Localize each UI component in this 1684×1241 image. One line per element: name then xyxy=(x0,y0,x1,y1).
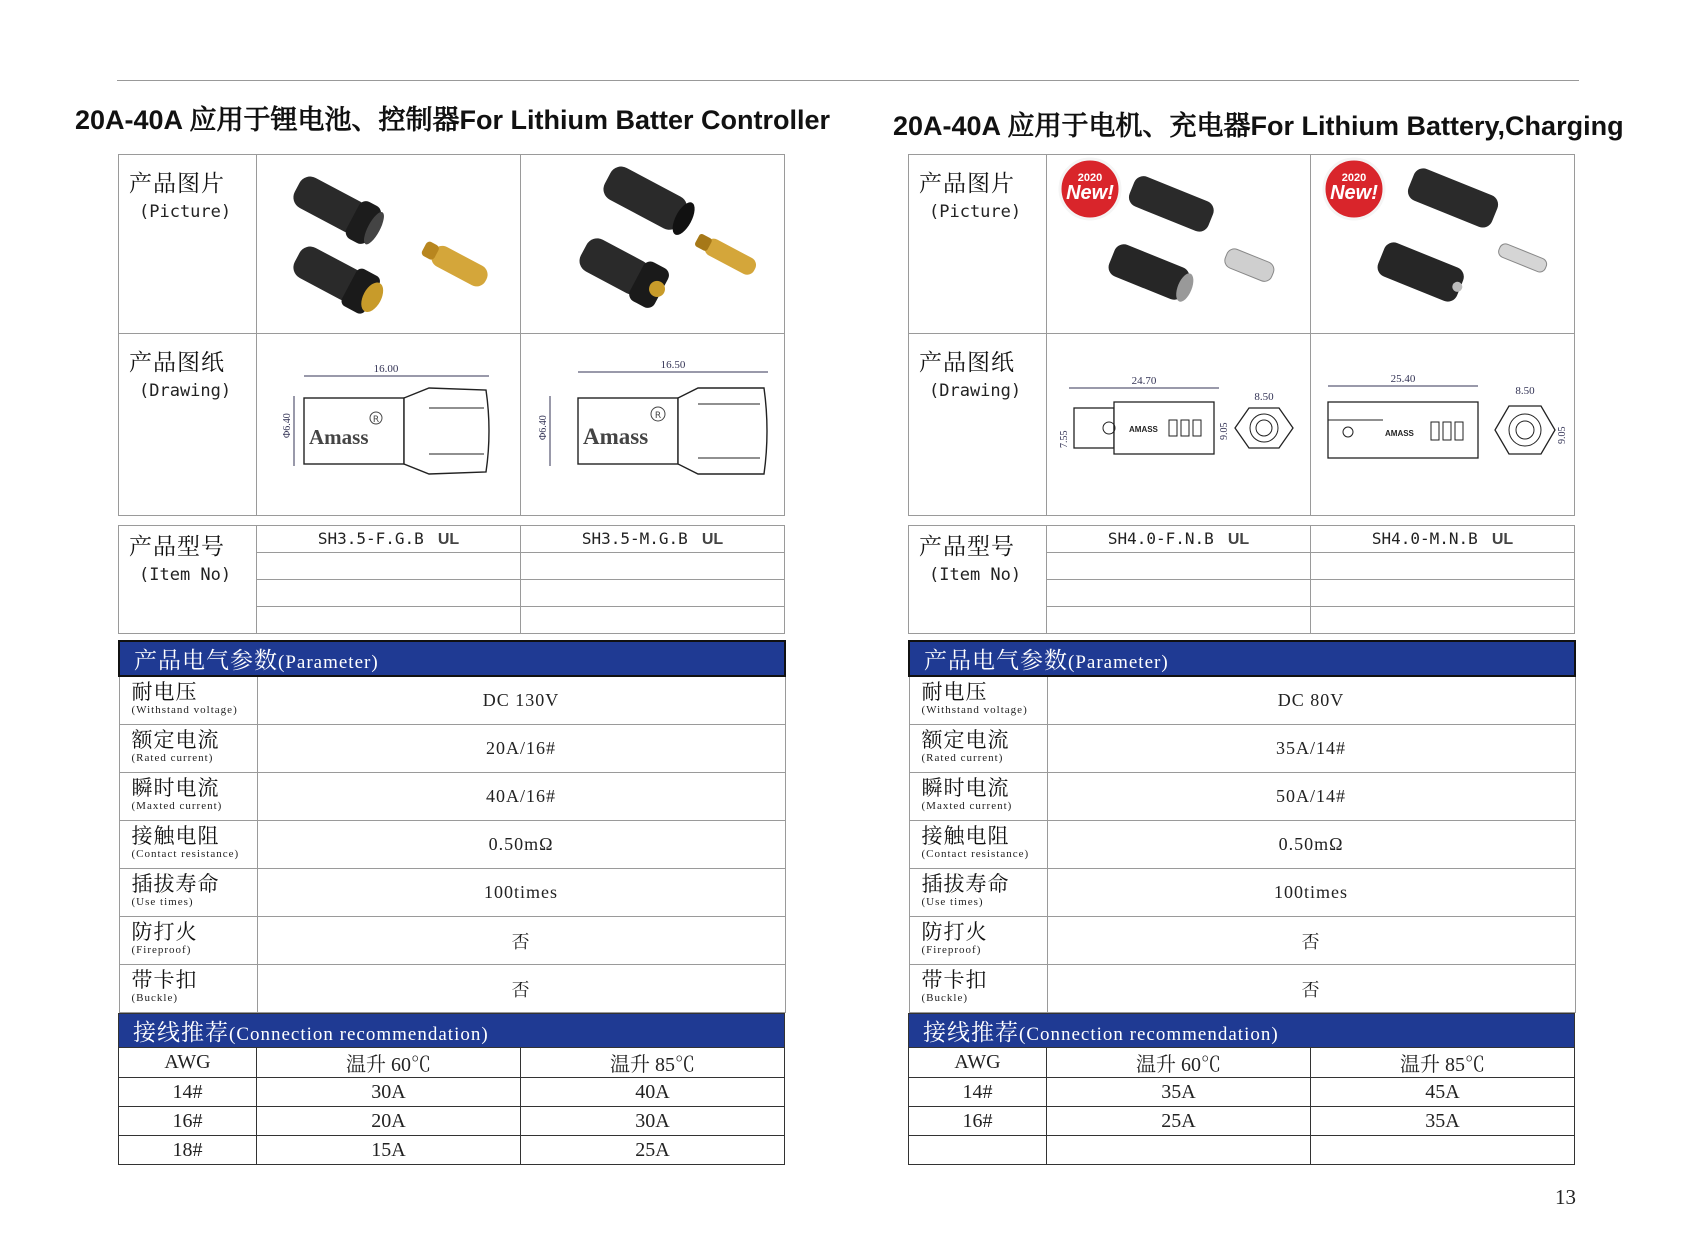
svg-text:24.70: 24.70 xyxy=(1131,374,1156,387)
param-label: 插拔寿命 (Use times) xyxy=(909,869,1047,917)
table-row: 18# 15A 25A xyxy=(119,1136,785,1165)
svg-text:25.40: 25.40 xyxy=(1390,372,1415,385)
param-value: 35A/14# xyxy=(1047,725,1575,773)
item-number: SH4.0-F.N.B UL xyxy=(1047,526,1311,553)
item-number: SH4.0-M.N.B UL xyxy=(1311,526,1575,553)
conn-col-header: AWG xyxy=(119,1048,257,1078)
drawing-female xyxy=(257,334,521,516)
ul-mark-icon: UL xyxy=(1227,531,1250,548)
param-label: 耐电压 (Withstand voltage) xyxy=(909,676,1047,725)
left-parameter-table xyxy=(118,640,786,1013)
svg-text:Amass: Amass xyxy=(582,423,648,449)
param-value: DC 130V xyxy=(257,676,785,725)
param-label: 接触电阻 (Contact resistance) xyxy=(119,821,257,869)
svg-text:7.55: 7.55 xyxy=(1058,430,1070,448)
svg-text:Φ6.40: Φ6.40 xyxy=(281,412,293,438)
connector-photo xyxy=(269,157,509,327)
right-spec-sheet xyxy=(908,154,1574,1165)
left-spec-sheet xyxy=(118,154,784,1165)
svg-text:AMASS: AMASS xyxy=(1128,424,1158,434)
table-row: 16# 25A 35A xyxy=(909,1107,1575,1136)
param-value: 0.50mΩ xyxy=(257,821,785,869)
right-parameter-table xyxy=(908,640,1576,1013)
top-rule xyxy=(117,80,1579,81)
new-badge-icon xyxy=(1060,159,1120,219)
right-product-table xyxy=(908,154,1575,634)
connection-header: 接线推荐(Connection recommendation) xyxy=(909,1014,1575,1048)
param-label: 额定电流 (Rated current) xyxy=(909,725,1047,773)
conn-col-header: 温升 60℃ xyxy=(257,1048,521,1078)
conn-col-header: AWG xyxy=(909,1048,1047,1078)
item-number: SH3.5-F.G.B UL xyxy=(257,526,521,553)
product-photo-female xyxy=(1047,155,1311,334)
param-label: 耐电压 (Withstand voltage) xyxy=(119,676,257,725)
right-title: 20A-40A 应用于电机、充电器For Lithium Battery,Charging xyxy=(893,111,1624,141)
param-value: 40A/16# xyxy=(257,773,785,821)
technical-drawing xyxy=(528,348,778,498)
param-value: 否 xyxy=(257,917,785,965)
param-label: 防打火 (Fireproof) xyxy=(909,917,1047,965)
parameter-header: 产品电气参数(Parameter) xyxy=(119,641,785,676)
svg-text:2020: 2020 xyxy=(1341,172,1366,184)
param-label: 接触电阻 (Contact resistance) xyxy=(909,821,1047,869)
picture-label: 产品图片 (Picture) xyxy=(909,155,1047,334)
table-row: 14# 35A 45A xyxy=(909,1078,1575,1107)
param-value: 100times xyxy=(1047,869,1575,917)
right-connection-table xyxy=(908,1013,1575,1165)
param-value: 50A/14# xyxy=(1047,773,1575,821)
drawing-label: 产品图纸 (Drawing) xyxy=(119,334,257,516)
table-row: 16# 20A 30A xyxy=(119,1107,785,1136)
picture-label: 产品图片 (Picture) xyxy=(119,155,257,334)
drawing-male xyxy=(1311,334,1575,516)
ul-mark-icon: UL xyxy=(437,531,460,548)
connector-photo xyxy=(1054,157,1304,327)
param-value: DC 80V xyxy=(1047,676,1575,725)
table-row: 14# 30A 40A xyxy=(119,1078,785,1107)
svg-text:9.05: 9.05 xyxy=(1218,422,1230,440)
drawing-label: 产品图纸 (Drawing) xyxy=(909,334,1047,516)
param-value: 100times xyxy=(257,869,785,917)
param-label: 额定电流 (Rated current) xyxy=(119,725,257,773)
new-badge-icon xyxy=(1324,159,1384,219)
left-product-table xyxy=(118,154,785,634)
ul-mark-icon: UL xyxy=(701,531,724,548)
param-label: 瞬时电流 (Maxted current) xyxy=(909,773,1047,821)
technical-drawing xyxy=(1313,348,1573,498)
product-photo-male xyxy=(1311,155,1575,334)
conn-col-header: 温升 85℃ xyxy=(1311,1048,1575,1078)
conn-col-header: 温升 85℃ xyxy=(521,1048,785,1078)
svg-text:8.50: 8.50 xyxy=(1253,390,1274,403)
technical-drawing xyxy=(1049,348,1309,498)
svg-text:New!: New! xyxy=(1065,182,1114,204)
item-label: 产品型号 (Item No) xyxy=(119,526,257,634)
svg-text:16.50: 16.50 xyxy=(660,358,685,371)
param-label: 插拔寿命 (Use times) xyxy=(119,869,257,917)
param-value: 0.50mΩ xyxy=(1047,821,1575,869)
ul-mark-icon: UL xyxy=(1491,531,1514,548)
technical-drawing xyxy=(264,348,514,498)
svg-text:AMASS: AMASS xyxy=(1384,428,1414,438)
product-photo-male xyxy=(521,155,785,334)
drawing-male xyxy=(521,334,785,516)
parameter-header: 产品电气参数(Parameter) xyxy=(909,641,1575,676)
param-value: 否 xyxy=(257,965,785,1013)
svg-text:Amass: Amass xyxy=(308,424,369,449)
svg-text:16.00: 16.00 xyxy=(373,362,398,375)
param-value: 否 xyxy=(1047,965,1575,1013)
param-label: 防打火 (Fireproof) xyxy=(119,917,257,965)
svg-text:8.50: 8.50 xyxy=(1514,384,1535,397)
connector-photo xyxy=(1318,157,1568,327)
svg-text:New!: New! xyxy=(1329,182,1378,204)
param-label: 带卡扣 (Buckle) xyxy=(119,965,257,1013)
item-label: 产品型号 (Item No) xyxy=(909,526,1047,634)
param-value: 20A/16# xyxy=(257,725,785,773)
conn-col-header: 温升 60℃ xyxy=(1047,1048,1311,1078)
table-row xyxy=(909,1136,1575,1165)
svg-text:2020: 2020 xyxy=(1077,172,1102,184)
param-value: 否 xyxy=(1047,917,1575,965)
connector-photo xyxy=(533,157,773,327)
product-photo-female xyxy=(257,155,521,334)
left-title: 20A-40A 应用于锂电池、控制器For Lithium Batter Controller xyxy=(75,105,831,135)
param-label: 带卡扣 (Buckle) xyxy=(909,965,1047,1013)
left-connection-table xyxy=(118,1013,785,1165)
svg-text:Φ6.40: Φ6.40 xyxy=(537,414,549,440)
param-label: 瞬时电流 (Maxted current) xyxy=(119,773,257,821)
svg-text:R: R xyxy=(654,410,661,421)
svg-text:R: R xyxy=(372,414,379,425)
drawing-female xyxy=(1047,334,1311,516)
connection-header: 接线推荐(Connection recommendation) xyxy=(119,1014,785,1048)
page-number: 13 xyxy=(1555,1185,1576,1209)
item-number: SH3.5-M.G.B UL xyxy=(521,526,785,553)
svg-text:9.05: 9.05 xyxy=(1556,426,1568,444)
